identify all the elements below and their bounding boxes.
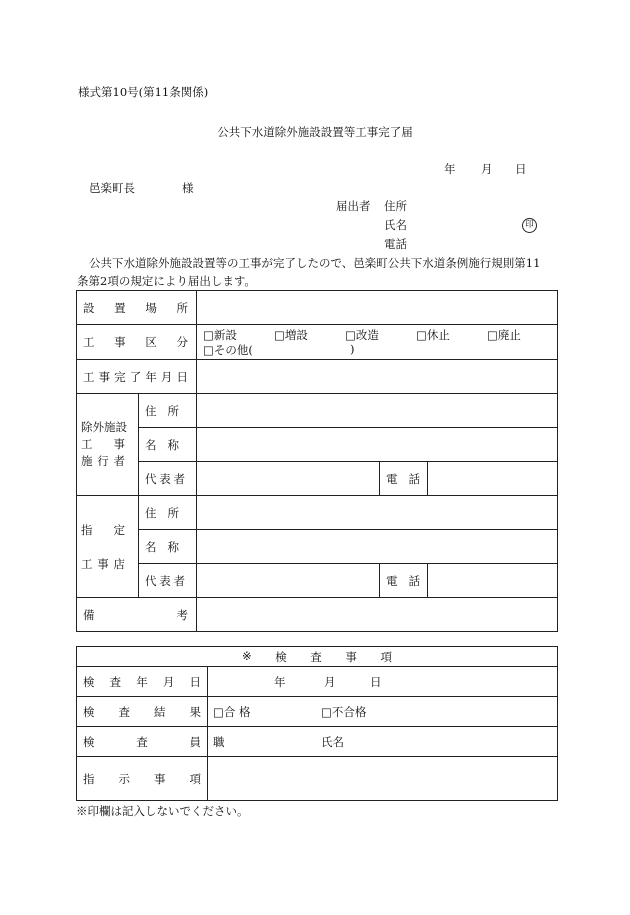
seal-mark <box>522 216 537 233</box>
addressee-name: 邑楽町長 <box>89 181 135 195</box>
inspector-label: 検 査 員 <box>77 727 208 757</box>
designated-representative-label: 代 表 者 <box>139 564 197 598</box>
work-type-abolish-checkbox[interactable]: □廃止 <box>487 328 521 342</box>
instructions-label: 指 示 事 項 <box>77 757 208 801</box>
work-type-other-close: ) <box>350 342 355 356</box>
remarks-label: 備 考 <box>77 598 197 632</box>
instructions-field[interactable] <box>208 757 558 801</box>
inspector-name-label: 氏名 <box>321 735 344 749</box>
designated-name-field[interactable] <box>197 530 558 564</box>
contractor-representative-label: 代 表 者 <box>139 462 197 496</box>
completion-date-field[interactable] <box>197 360 558 394</box>
applicant-address-label: 住所 <box>384 199 407 213</box>
inspection-day-label: 日 <box>370 675 382 689</box>
designated-address-field[interactable] <box>197 496 558 530</box>
designated-representative-field[interactable] <box>197 564 380 598</box>
location-field[interactable] <box>197 291 558 325</box>
inspector-position-label: 職 <box>213 735 225 749</box>
contractor-representative-field[interactable] <box>197 462 380 496</box>
designated-phone-field[interactable] <box>428 564 558 598</box>
designated-group-label: 指 定 工 事 店 <box>77 496 139 598</box>
statement-line-1: 公共下水道除外施設設置等の工事が完了したので、邑楽町公共下水道条例施行規則第11 <box>89 256 541 270</box>
contractor-group-label: 除外施設 工 事 施 行 者 <box>77 394 139 496</box>
contractor-phone-label: 電 話 <box>380 462 428 496</box>
main-form-table <box>76 290 558 632</box>
inspection-result-label: 検 査 結 果 <box>77 697 208 727</box>
designated-phone-label: 電 話 <box>380 564 428 598</box>
contractor-phone-field[interactable] <box>428 462 558 496</box>
work-type-new-checkbox[interactable]: □新設 <box>203 328 237 342</box>
work-type-label: 工 事 区 分 <box>77 325 197 360</box>
footnote: ※印欄は記入しないでください。 <box>76 804 249 818</box>
inspection-header: ※ 検 査 事 項 <box>77 647 558 667</box>
form-number: 様式第10号(第11条関係) <box>78 85 209 99</box>
inspection-result-field <box>208 697 558 727</box>
page-title: 公共下水道除外施設設置等工事完了届 <box>217 125 413 139</box>
contractor-name-field[interactable] <box>197 428 558 462</box>
contractor-name-label: 名 称 <box>139 428 197 462</box>
inspection-date-label: 検 査 年 月 日 <box>77 667 208 697</box>
work-type-modify-checkbox[interactable]: □改造 <box>345 328 379 342</box>
addressee-honorific: 様 <box>182 181 194 195</box>
designated-name-label: 名 称 <box>139 530 197 564</box>
date-month-label: 月 <box>481 162 493 176</box>
applicant-label: 届出者 <box>336 199 371 213</box>
location-label: 設 置 場 所 <box>77 291 197 325</box>
work-type-add-checkbox[interactable]: □増設 <box>274 328 308 342</box>
applicant-name-label: 氏名 <box>384 218 407 232</box>
statement-line-2: 条第2項の規定により届出します。 <box>77 274 256 288</box>
result-pass-checkbox[interactable]: □合 格 <box>213 705 251 719</box>
inspection-table <box>76 646 558 801</box>
seal-stamp-icon: 印 <box>522 218 537 233</box>
inspection-month-label: 月 <box>324 675 336 689</box>
designated-address-label: 住 所 <box>139 496 197 530</box>
inspection-year-label: 年 <box>274 675 286 689</box>
inspection-date-field[interactable] <box>208 667 558 697</box>
work-type-field <box>197 325 558 360</box>
work-type-suspend-checkbox[interactable]: □休止 <box>416 328 450 342</box>
result-fail-checkbox[interactable]: □不合格 <box>321 705 367 719</box>
date-day-label: 日 <box>515 162 527 176</box>
contractor-address-field[interactable] <box>197 394 558 428</box>
completion-date-label: 工 事 完 了 年 月 日 <box>77 360 197 394</box>
remarks-field[interactable] <box>197 598 558 632</box>
contractor-address-label: 住 所 <box>139 394 197 428</box>
work-type-other-checkbox[interactable]: □その他( <box>203 343 253 357</box>
inspector-field[interactable] <box>208 727 558 757</box>
date-year-label: 年 <box>444 162 456 176</box>
applicant-phone-label: 電話 <box>384 237 407 251</box>
